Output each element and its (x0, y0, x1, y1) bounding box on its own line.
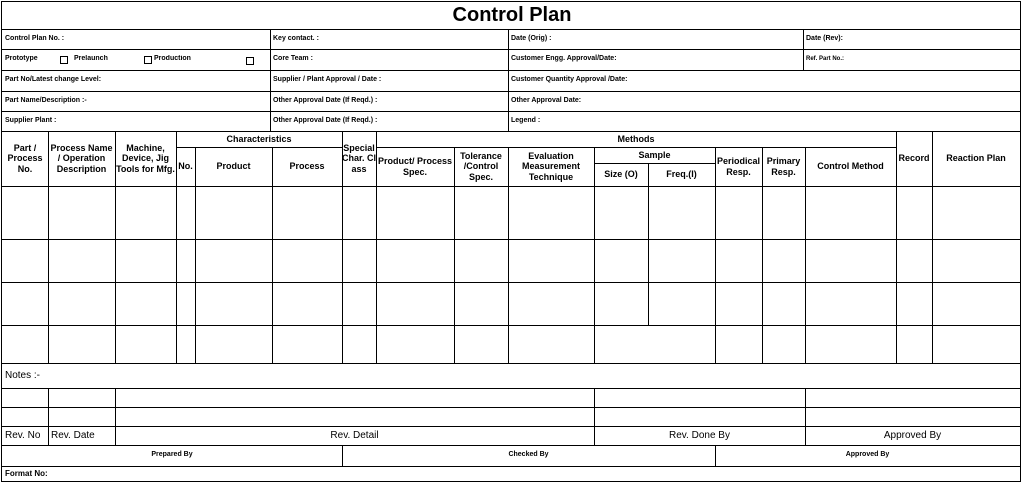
col-no: No. (178, 161, 193, 172)
divider (2, 186, 1020, 187)
divider (2, 282, 1020, 283)
col-process: Process (289, 161, 325, 172)
prepared-by-label: Prepared By (151, 451, 193, 459)
notes-label: Notes :- (5, 369, 41, 381)
customer-engg-approval-label: Customer Engg. Approval/Date: (511, 55, 617, 63)
col-part-process-no: Part / Process No. (7, 142, 43, 174)
col-machine: Machine, Device, Jig Tools for Mfg. (116, 142, 175, 174)
part-name-label: Part Name/Description :- (5, 96, 87, 104)
customer-quantity-approval-label: Customer Quantity Approval /Date: (511, 76, 628, 84)
col-evaluation: Evaluation Measurement Technique (521, 150, 581, 182)
divider (2, 325, 1020, 326)
col-freq: Freq.(I) (666, 169, 697, 180)
approved-by-label: Approved By (883, 429, 942, 441)
ref-part-no-label: Ref. Part No.: (806, 56, 845, 63)
supplier-plant-label: Supplier Plant : (5, 116, 57, 124)
prototype-label: Prototype (5, 55, 38, 62)
col-special-char-class: Special Char. Class (342, 142, 376, 174)
col-periodical-resp: Periodical Resp. (716, 156, 761, 177)
legend-label: Legend : (511, 116, 541, 124)
core-team-label: Core Team : (273, 55, 313, 63)
col-process-name: Process Name / Operation Description (50, 142, 113, 174)
supplier-plant-approval-label: Supplier / Plant Approval / Date : (273, 76, 382, 84)
divider (2, 388, 1020, 389)
format-no-label: Format No: (5, 469, 48, 479)
prototype-checkbox[interactable] (60, 56, 68, 64)
rev-done-by-label: Rev. Done By (669, 429, 730, 441)
col-characteristics: Characteristics (226, 133, 292, 144)
prelaunch-label: Prelaunch (74, 55, 108, 62)
part-no-label: Part No/Latest change Level: (5, 76, 102, 84)
col-product: Product (216, 161, 251, 172)
approved-by-signature-label: Approved By (845, 451, 890, 459)
rev-no-label: Rev. No (5, 429, 41, 441)
divider (2, 407, 1020, 408)
other-approval-date-label-2: Other Approval Date: (511, 96, 582, 104)
date-orig-label: Date (Orig) : (511, 34, 552, 42)
prelaunch-checkbox[interactable] (144, 56, 152, 64)
divider (2, 239, 1020, 240)
col-control-method: Control Method (817, 161, 884, 172)
page-title: Control Plan (452, 4, 572, 26)
col-sample: Sample (638, 149, 671, 160)
rev-detail-label: Rev. Detail (330, 429, 379, 441)
other-approval-date-label: Other Approval Date (If Reqd.) : (273, 96, 378, 104)
rev-date-label: Rev. Date (51, 429, 95, 441)
production-checkbox[interactable] (246, 57, 254, 65)
col-record: Record (898, 153, 930, 164)
control-plan-no-label: Control Plan No. : (5, 34, 65, 42)
date-rev-label: Date (Rev): (806, 34, 843, 42)
col-methods: Methods (617, 133, 655, 144)
key-contact-label: Key contact. : (273, 34, 319, 42)
checked-by-label: Checked By (508, 451, 549, 459)
col-size: Size (O) (604, 169, 638, 180)
col-product-process-spec: Product/ Process Spec. (377, 156, 453, 177)
control-plan-form (1, 1, 1021, 482)
production-label: Production (154, 55, 191, 62)
divider (648, 163, 649, 325)
col-reaction-plan: Reaction Plan (946, 153, 1006, 164)
col-tolerance: Tolerance /Control Spec. (460, 150, 502, 182)
col-primary-resp: Primary Resp. (766, 156, 801, 177)
other-approval-date-label-3: Other Approval Date (If Reqd.) : (273, 116, 378, 124)
